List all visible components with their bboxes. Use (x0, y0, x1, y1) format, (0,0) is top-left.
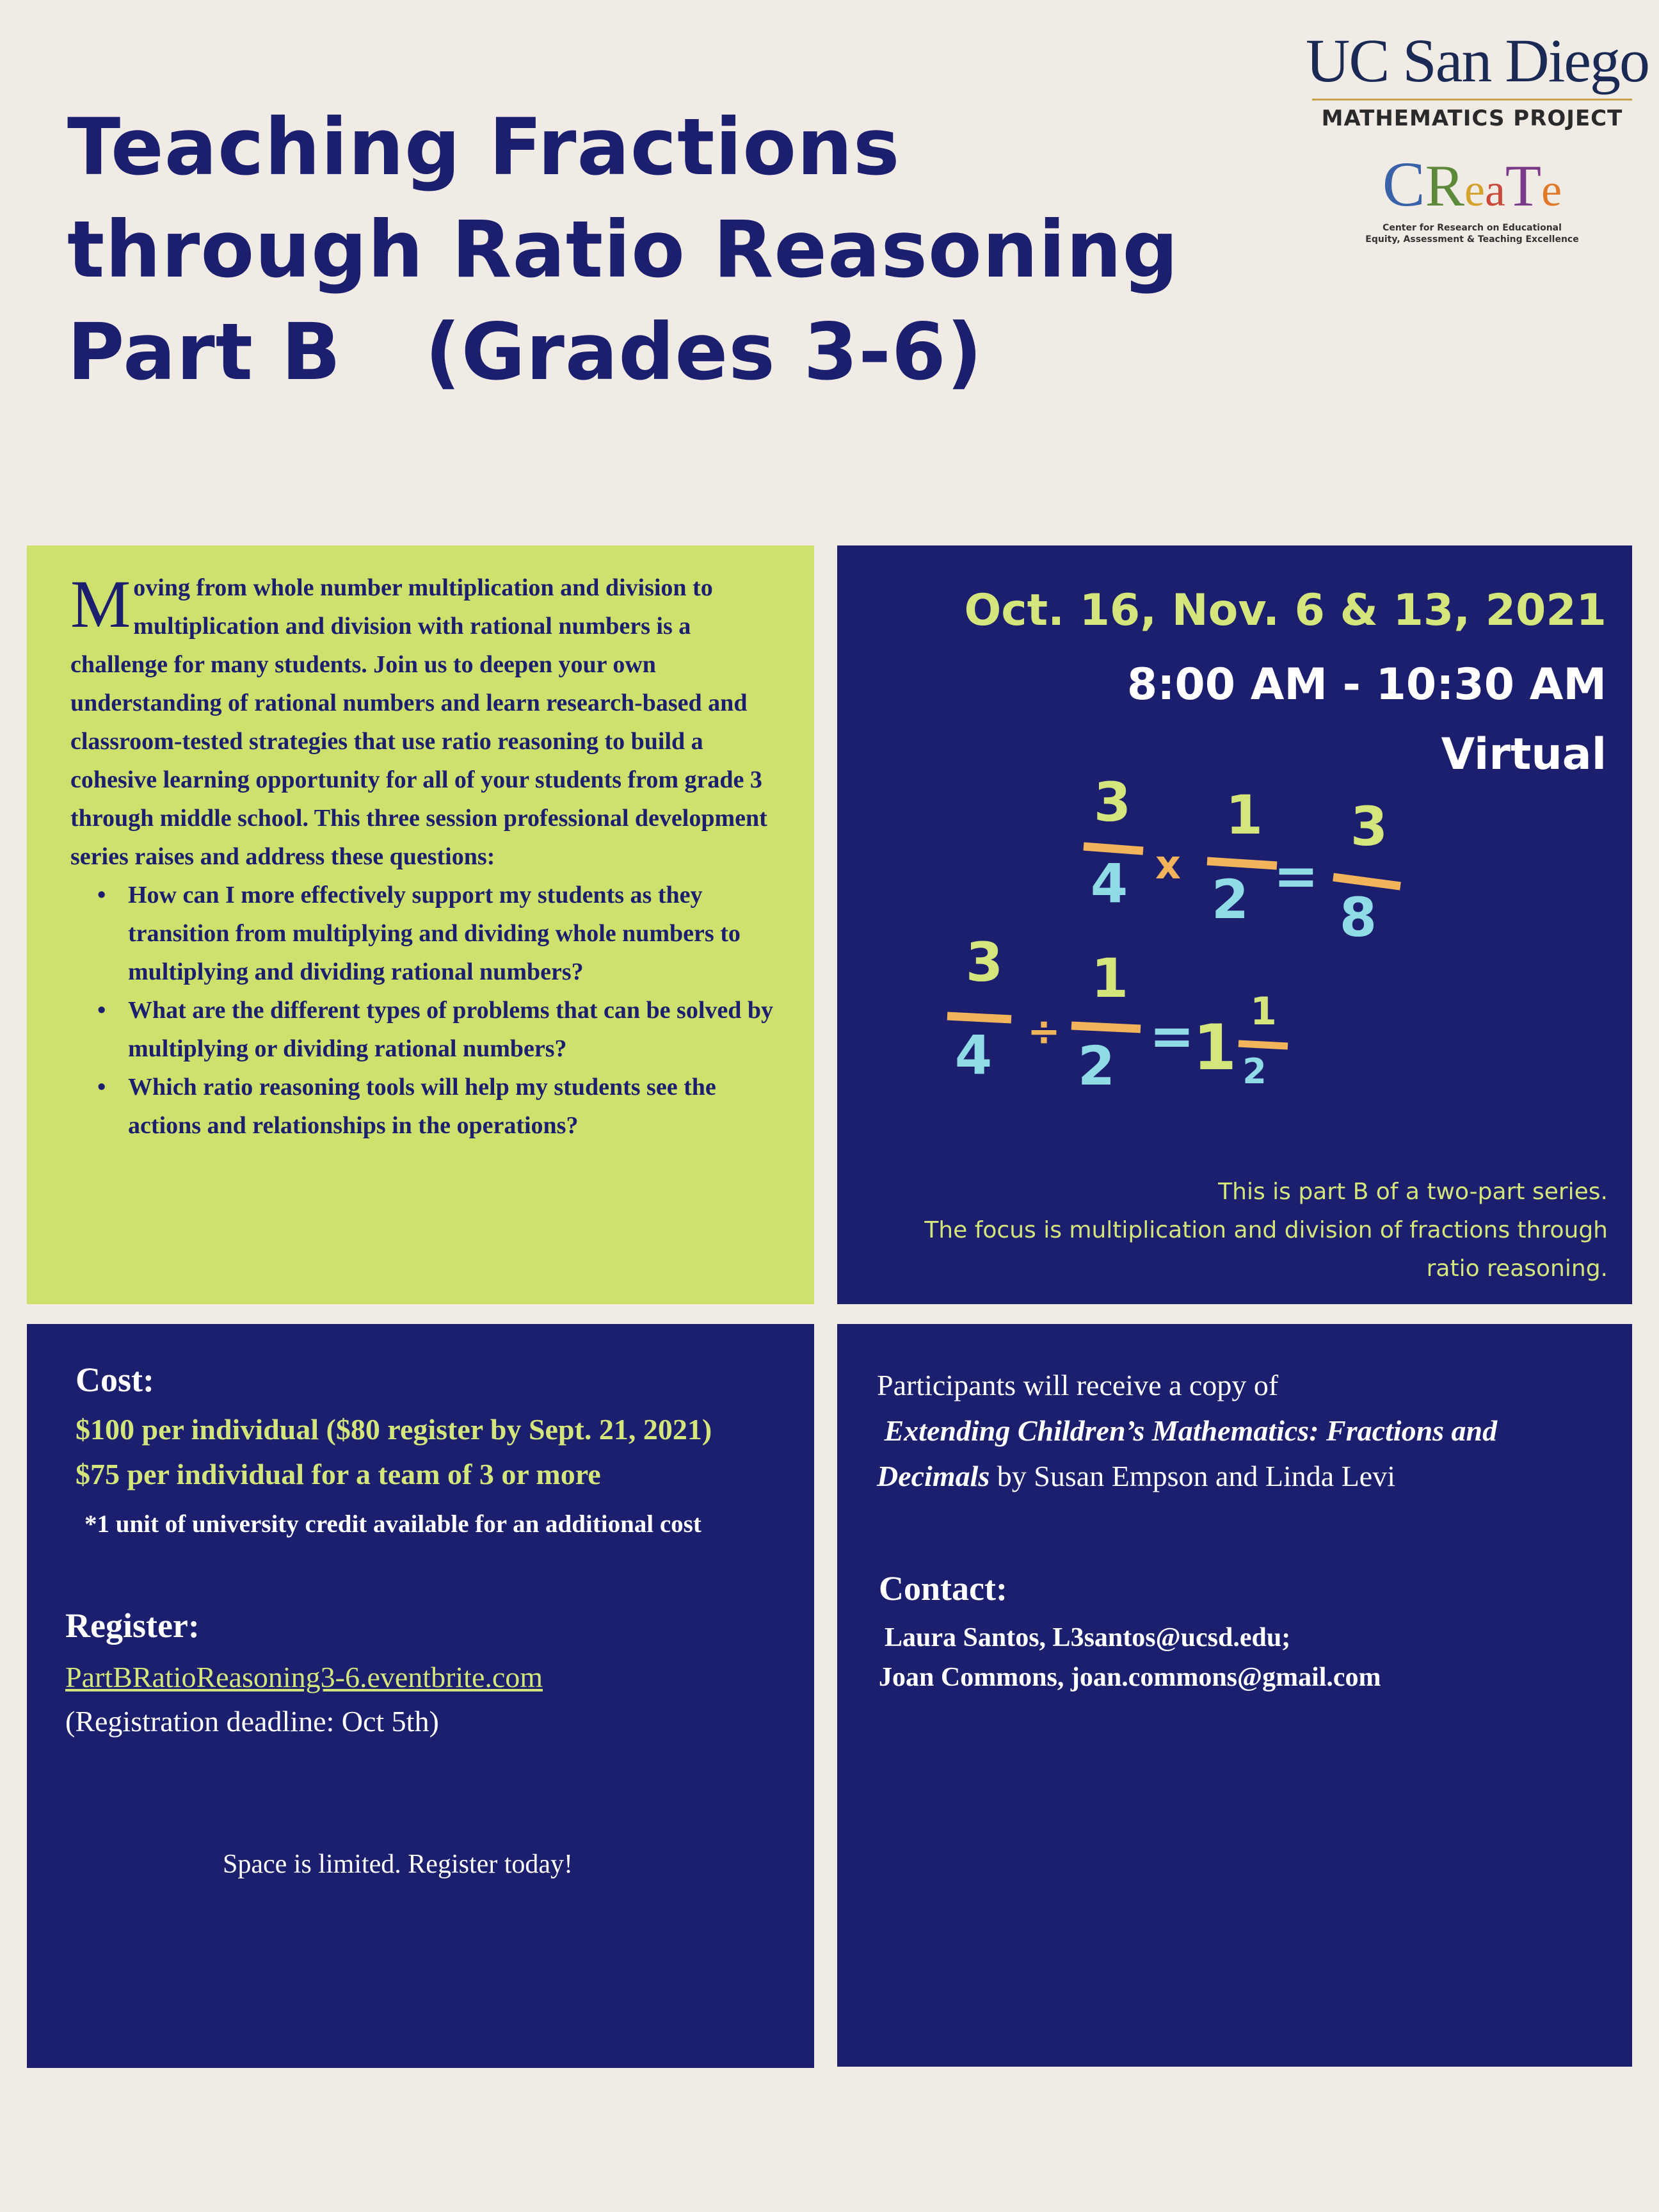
event-note-line-1: This is part B of a two-part series. (1218, 1179, 1608, 1205)
eq2-r-denominator: 2 (1242, 1051, 1267, 1092)
cost-credit-note: *1 unit of university credit available for an additional cost (84, 1510, 701, 1538)
create-letter-r: R (1425, 153, 1464, 218)
eq1-b-denominator: 2 (1211, 868, 1249, 931)
create-letter-t: T (1505, 153, 1542, 218)
ucsd-logo-rule (1312, 99, 1632, 101)
book-info (877, 1362, 1594, 1499)
cost-individual: $100 per individual ($80 register by Sept. 21, 2021) (76, 1413, 712, 1446)
cost-heading: Cost: (76, 1360, 154, 1399)
intro-dropcap: M (70, 567, 131, 642)
create-letter-a: a (1484, 165, 1505, 216)
eq1-b-numerator: 1 (1225, 784, 1263, 846)
title-line-1: Teaching Fractions (67, 102, 901, 193)
book-title: Extending Children’s Mathematics: Fractions and Decimals (877, 1414, 1498, 1492)
contact-heading: Contact: (879, 1569, 1007, 1608)
create-letter-e: e (1464, 165, 1485, 216)
eq1-b-bar (1207, 861, 1277, 866)
contact-laura[interactable]: Laura Santos, L3santos@ucsd.edu; (885, 1623, 1291, 1652)
eq1-r-numerator: 3 (1350, 795, 1388, 858)
eq1-a-numerator: 3 (1093, 771, 1132, 834)
eq2-equals: = (1149, 1005, 1195, 1067)
create-logo-subtitle (1344, 222, 1600, 245)
cost-team: $75 per individual for a team of 3 or more (76, 1458, 601, 1490)
eq1-operator: x (1155, 841, 1181, 888)
eq1-a-bar (1084, 846, 1143, 851)
eq2-r-bar (1238, 1044, 1288, 1046)
create-sub-line-2: Equity, Assessment & Teaching Excellence (1365, 234, 1579, 245)
eq2-r-numerator: 1 (1250, 989, 1277, 1034)
eq1-equals: = (1273, 844, 1319, 907)
question-item: • How can I more effectively support my students as they transition from multiplying and dividing whole numbers to multiplying and dividing rational numbers? (127, 876, 782, 991)
create-logo-word (1344, 149, 1600, 222)
event-dates: Oct. 16, Nov. 6 & 13, 2021 (964, 585, 1607, 636)
eq2-b-denominator: 2 (1077, 1035, 1116, 1097)
register-heading: Register: (65, 1606, 200, 1645)
book-intro: Participants will receive a copy of (877, 1369, 1279, 1401)
eq2-b-bar (1071, 1026, 1141, 1029)
event-time: 8:00 AM - 10:30 AM (1126, 659, 1607, 710)
event-note-line-2: The focus is multiplication and division of fractions through ratio reasoning. (924, 1217, 1608, 1282)
create-letter-c: C (1382, 149, 1425, 220)
event-panel (837, 545, 1632, 1304)
book-title-line (877, 1408, 1594, 1499)
eq1-a-denominator: 4 (1090, 852, 1128, 915)
event-location: Virtual (1441, 729, 1607, 780)
eq2-r-whole: 1 (1192, 1012, 1237, 1085)
intro-panel (27, 545, 814, 1304)
book-contact-panel (837, 1324, 1632, 2067)
cost-register-panel (27, 1324, 814, 2068)
eq1-r-denominator: 8 (1339, 886, 1377, 949)
intro-question-list (70, 876, 782, 1145)
register-call-to-action: Space is limited. Register today! (223, 1850, 573, 1879)
eq2-a-denominator: 4 (954, 1024, 993, 1086)
title-line-3: Part B (Grades 3-6) (67, 307, 983, 398)
create-letter-e2: e (1541, 165, 1562, 216)
eq2-a-bar (947, 1016, 1011, 1019)
question-item: • Which ratio reasoning tools will help my students see the actions and relationships in the operations? (127, 1068, 782, 1145)
eq1-r-bar (1333, 877, 1400, 886)
page-title (67, 96, 1315, 403)
register-link[interactable]: PartBRatioReasoning3-6.eventbrite.com (65, 1661, 543, 1693)
fraction-equations-illustration (837, 545, 1632, 1160)
intro-paragraph-text: oving from whole number multiplication and division to multiplication and division with rational numbers is a challenge for many students. Join us to deepen your own understanding of rational numbers and learn research-based and classroom-tested strategies that use ratio reasoning to build a cohesive learning opportunity for all of your students from grade 3 through middle school. This three session professional development series raises and address these questions: (70, 574, 767, 870)
eq2-operator: ÷ (1027, 1008, 1061, 1054)
contact-joan[interactable]: Joan Commons, joan.commons@gmail.com (879, 1663, 1381, 1692)
eq2-a-numerator: 3 (965, 931, 1004, 994)
create-sub-line-1: Center for Research on Educational (1382, 223, 1562, 233)
book-authors: by Susan Empson and Linda Levi (990, 1460, 1395, 1492)
event-series-note (872, 1173, 1608, 1288)
ucsd-logo (1306, 26, 1649, 131)
question-item: • What are the different types of problems that can be solved by multiplying or dividing rational numbers? (127, 991, 782, 1068)
title-line-2: through Ratio Reasoning (67, 204, 1179, 295)
ucsd-logo-subtitle: MATHEMATICS PROJECT (1321, 106, 1623, 131)
intro-paragraph (70, 569, 782, 876)
create-logo (1344, 149, 1600, 245)
eq2-b-numerator: 1 (1091, 947, 1129, 1010)
register-deadline: (Registration deadline: Oct 5th) (65, 1705, 439, 1738)
ucsd-logo-name: UC San Diego (1306, 26, 1649, 95)
